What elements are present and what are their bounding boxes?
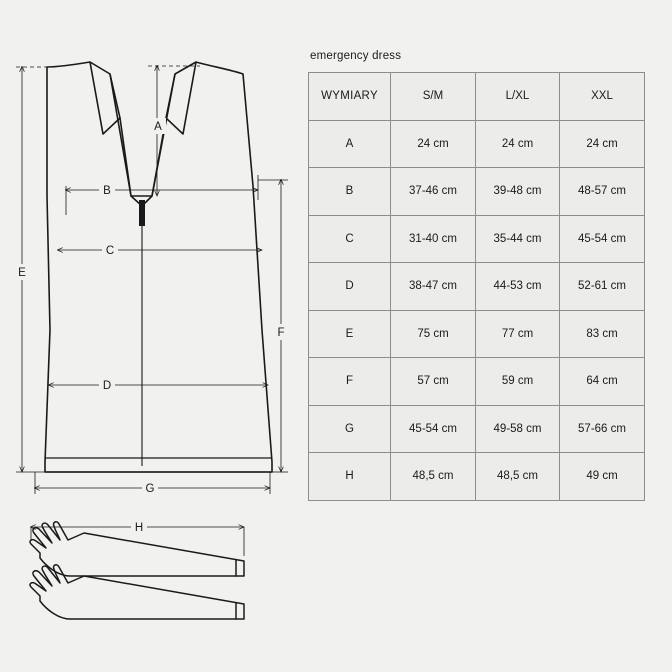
cell-lxl: 35-44 cm [476, 215, 560, 263]
table-header-row [309, 73, 645, 121]
size-table [308, 72, 645, 501]
cell-lxl: 39-48 cm [476, 168, 560, 216]
header-size-xxl: XXL [560, 73, 645, 121]
label-b: B [103, 185, 111, 197]
header-measurements: WYMIARY [309, 73, 391, 121]
table-row [309, 310, 645, 358]
dress-dimension-labels [14, 118, 289, 496]
row-label: B [309, 168, 391, 216]
header-size-sm: S/M [391, 73, 476, 121]
cell-sm: 48,5 cm [391, 453, 476, 501]
cell-lxl: 77 cm [476, 310, 560, 358]
cell-sm: 38-47 cm [391, 263, 476, 311]
cell-xxl: 48-57 cm [560, 168, 645, 216]
row-label: D [309, 263, 391, 311]
cell-xxl: 52-61 cm [560, 263, 645, 311]
cell-lxl: 49-58 cm [476, 405, 560, 453]
cell-sm: 24 cm [391, 120, 476, 168]
cell-sm: 57 cm [391, 358, 476, 406]
label-h: H [134, 522, 144, 534]
table-row [309, 358, 645, 406]
cell-lxl: 44-53 cm [476, 263, 560, 311]
cell-xxl: 83 cm [560, 310, 645, 358]
size-table-panel [308, 50, 644, 501]
cell-sm: 37-46 cm [391, 168, 476, 216]
table-row [309, 263, 645, 311]
label-d: D [102, 380, 112, 392]
table-row [309, 215, 645, 263]
header-size-lxl: L/XL [476, 73, 560, 121]
label-g: G [145, 483, 155, 495]
row-label: F [309, 358, 391, 406]
row-label: C [309, 215, 391, 263]
cell-xxl: 24 cm [560, 120, 645, 168]
cell-xxl: 45-54 cm [560, 215, 645, 263]
product-title: emergency dress [310, 50, 402, 62]
cell-xxl: 57-66 cm [560, 405, 645, 453]
table-row [309, 168, 645, 216]
cell-sm: 45-54 cm [391, 405, 476, 453]
label-a: A [154, 121, 162, 133]
label-e: E [18, 267, 26, 279]
table-row [309, 405, 645, 453]
cell-xxl: 49 cm [560, 453, 645, 501]
glove-dimension-labels [131, 519, 147, 535]
label-c: C [105, 245, 115, 257]
cell-lxl: 24 cm [476, 120, 560, 168]
row-label: A [309, 120, 391, 168]
table-row [309, 120, 645, 168]
cell-sm: 31-40 cm [391, 215, 476, 263]
garment-technical-drawing [0, 0, 300, 672]
row-label: E [309, 310, 391, 358]
row-label: G [309, 405, 391, 453]
cell-sm: 75 cm [391, 310, 476, 358]
row-label: H [309, 453, 391, 501]
label-f: F [277, 327, 285, 339]
table-row [309, 453, 645, 501]
gloves-outline [30, 522, 244, 619]
cell-lxl: 59 cm [476, 358, 560, 406]
cell-xxl: 64 cm [560, 358, 645, 406]
cell-lxl: 48,5 cm [476, 453, 560, 501]
